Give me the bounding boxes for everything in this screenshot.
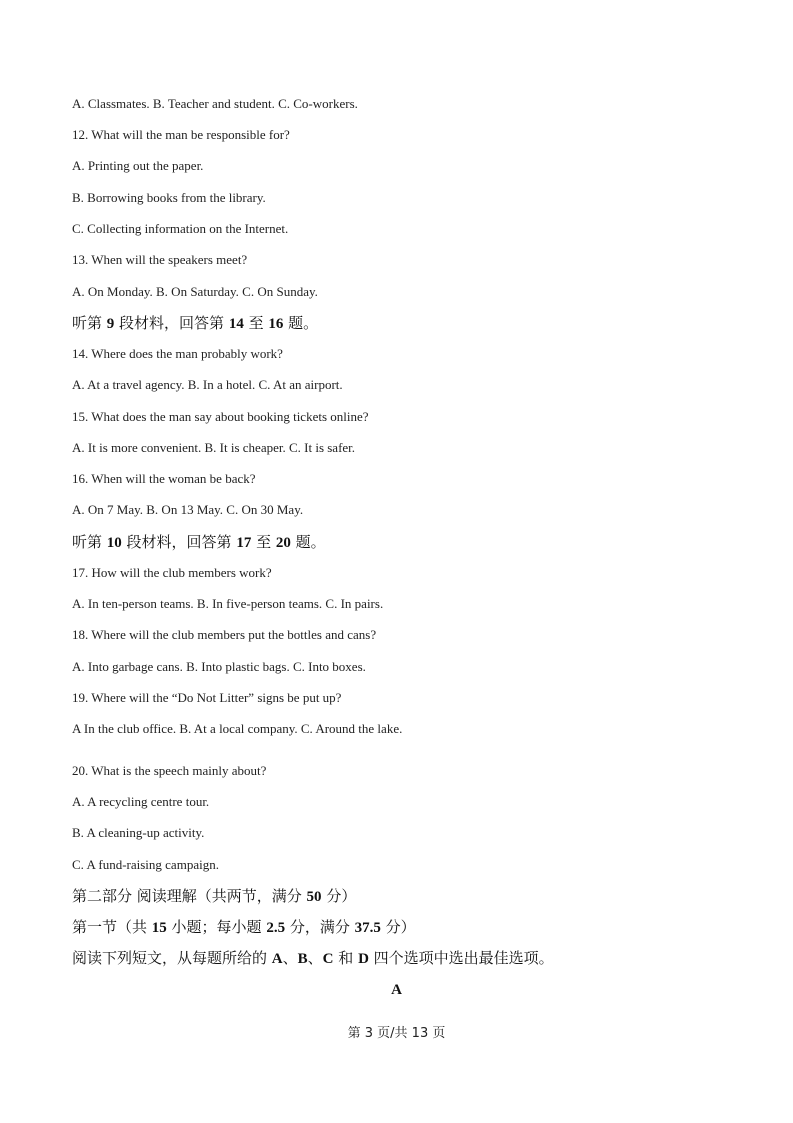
q18-question: 18. Where will the club members put the bottles and cans? [72,627,377,642]
q12-option-c: C. Collecting information on the Internet. [72,221,289,236]
q14-question: 14. Where does the man probably work? [72,346,283,361]
q11-options: A. Classmates. B. Teacher and student. C. Co-workers. [72,96,358,111]
q20-option-c: C. A fund-raising campaign. [72,857,219,872]
q20-option-b: B. A cleaning-up activity. [72,825,205,840]
q12-option-b: B. Borrowing books from the library. [72,190,266,205]
page-number-footer: 第 3 页/共 13 页 [347,1026,446,1041]
q14-options: A. At a travel agency. B. In a hotel. C. At an airport. [72,377,343,392]
q15-options: A. It is more convenient. B. It is cheaper. C. It is safer. [72,440,356,455]
section-10-heading: 听第 10 段材料，回答第 17 至 20 题。 [72,533,326,551]
q19-question: 19. Where will the “Do Not Litter” signs be put up? [72,690,342,705]
q15-question: 15. What does the man say about booking tickets online? [72,409,369,424]
q13-options: A. On Monday. B. On Saturday. C. On Sunday. [72,284,318,299]
q18-options: A. Into garbage cans. B. Into plastic bags. C. Into boxes. [72,659,366,674]
q12-option-a: A. Printing out the paper. [72,158,204,173]
q17-question: 17. How will the club members work? [72,565,272,580]
part-2-title: 第二部分 阅读理解（共两节，满分 50 分） [72,887,357,905]
passage-letter: A [391,982,402,998]
q20-option-a: A. A recycling centre tour. [72,794,210,809]
q16-question: 16. When will the woman be back? [72,471,256,486]
q12-question: 12. What will the man be responsible for? [72,127,290,142]
reading-instruction: 阅读下列短文，从每题所给的 A、B、C 和 D 四个选项中选出最佳选项。 [72,949,554,967]
q20-question: 20. What is the speech mainly about? [72,763,267,778]
q13-question: 13. When will the speakers meet? [72,252,248,267]
q19-options: A In the club office. B. At a local company. C. Around the lake. [72,721,403,736]
q17-options: A. In ten-person teams. B. In five-person teams. C. In pairs. [72,596,384,611]
q16-options: A. On 7 May. B. On 13 May. C. On 30 May. [72,502,304,517]
section-9-heading: 听第 9 段材料，回答第 14 至 16 题。 [72,314,319,332]
section-1-title: 第一节（共 15 小题；每小题 2.5 分，满分 37.5 分） [72,918,416,936]
